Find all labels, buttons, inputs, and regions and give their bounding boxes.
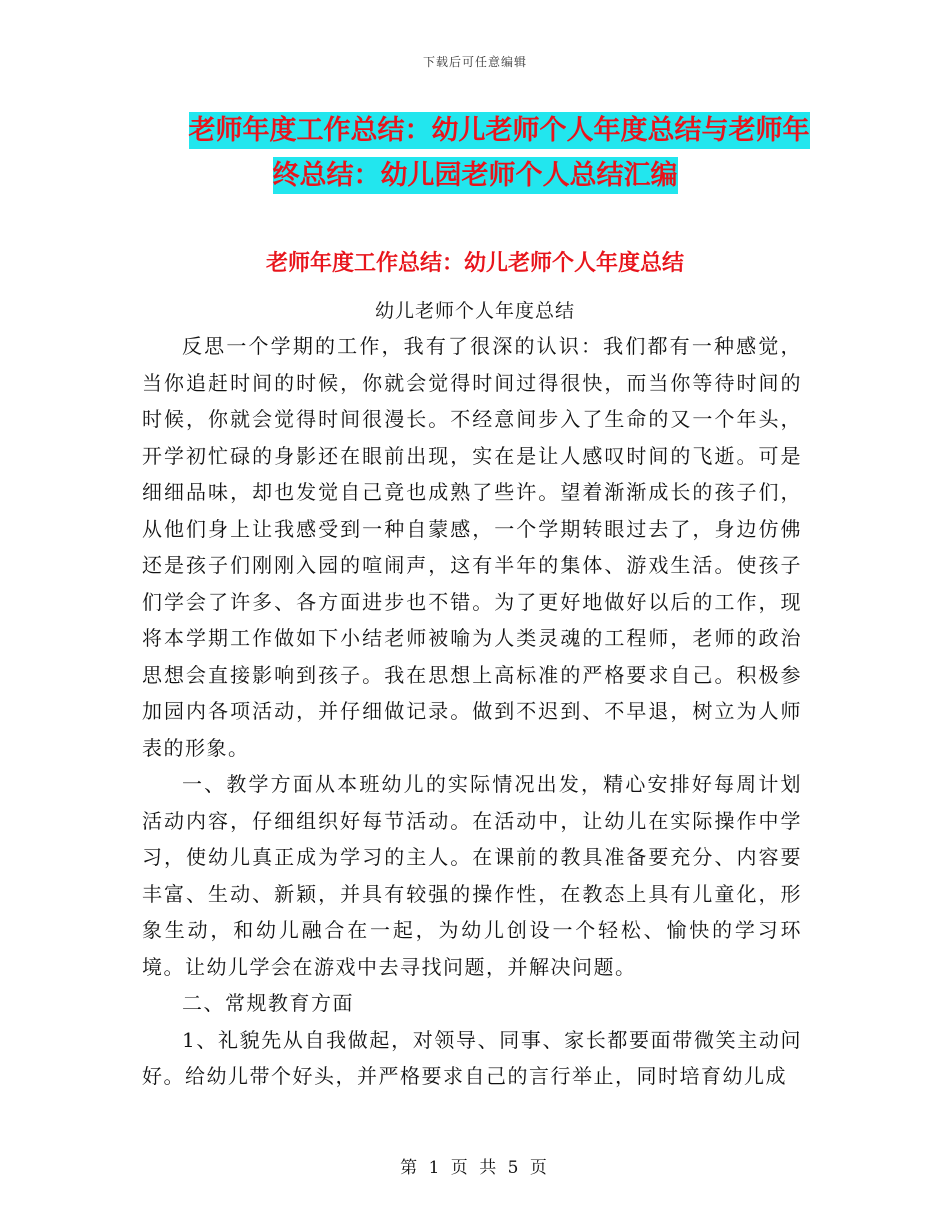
paragraph: 1、礼貌先从自我做起，对领导、同事、家长都要面带微笑主动问好。给幼儿带个好头，并严格要求自己的言行举止，同时培育幼儿成	[142, 1027, 802, 1088]
paragraph: 二、常规教育方面	[182, 991, 354, 1015]
header-note: 下载后可任意编辑	[422, 55, 527, 69]
page-footer: 第 1 页 共 5 页	[400, 1158, 550, 1178]
document-title-line-2: 终总结：幼儿园老师个人总结汇编	[0, 153, 950, 198]
paragraph: 反思一个学期的工作，我有了很深的认识：我们都有一种感觉，当你追赶时间的时候，你就会觉得时间过得很快，而当你等待时间的时候，你就会觉得时间很漫长。不经意间步入了生命的又一个年头，开学初忙碌的身影还在眼前出现，实在是让人感叹时间的飞逝。可是细细品味，却也发觉自己竟也成熟了些许。望着渐渐成长的孩子们，从他们身上让我感受到一种自蒙感，一个学期转眼过去了，身边仿佛还是孩子们刚刚入园的喧闹声，这有半年的集体、游戏生活。使孩子们学会了许多、各方面进步也不错。为了更好地做好以后的工作，现将本学期工作做如下小结老师被喻为人类灵魂的工程师，老师的政治思想会直接影响到孩子。我在思想上高标准的严格要求自己。积极参加园内各项活动，并仔细做记录。做到不迟到、不早退，树立为人师表的形象。	[142, 334, 802, 760]
document-title	[0, 108, 950, 198]
subtitle: 老师年度工作总结：幼儿老师个人年度总结	[265, 251, 684, 276]
document-body	[142, 328, 802, 1095]
document-title-line-1: 老师年度工作总结：幼儿老师个人年度总结与老师年	[0, 108, 950, 153]
section-title: 幼儿老师个人年度总结	[374, 300, 575, 322]
paragraph: 一、教学方面从本班幼儿的实际情况出发，精心安排好每周计划活动内容，仔细组织好每节活动。在活动中，让幼儿在实际操作中学习，使幼儿真正成为学习的主人。在课前的教具准备要充分、内容要丰富、生动、新颖，并具有较强的操作性，在教态上具有儿童化，形象生动，和幼儿融合在一起，为幼儿创设一个轻松、愉快的学习环境。让幼儿学会在游戏中去寻找问题，并解决问题。	[142, 772, 802, 979]
